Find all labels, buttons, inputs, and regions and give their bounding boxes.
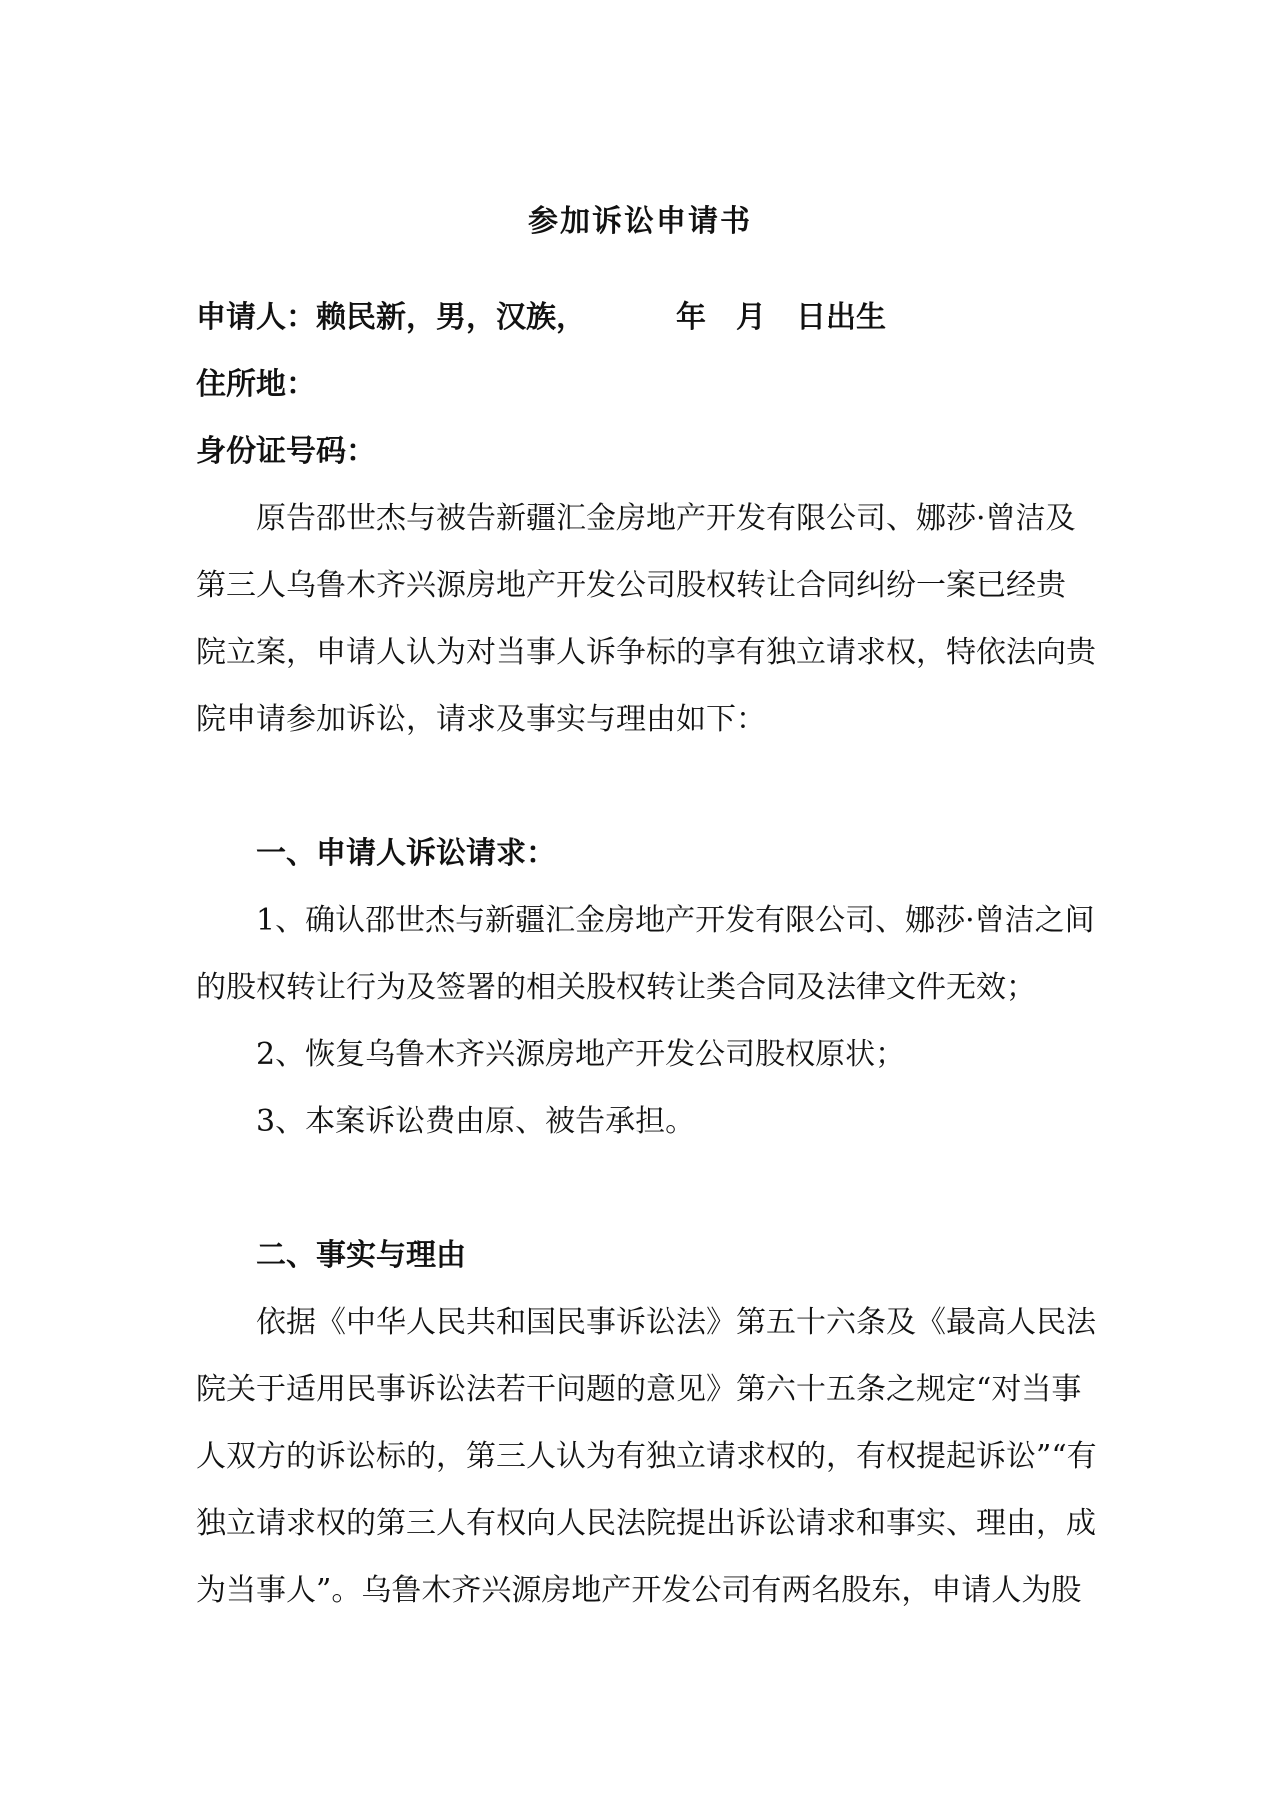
section2-heading: 二、事实与理由 bbox=[256, 1238, 466, 1273]
birth-month-label: 月 bbox=[736, 300, 766, 335]
section1-heading: 一、申请人诉讼请求： bbox=[256, 836, 556, 871]
birth-day-label: 日出生 bbox=[796, 300, 886, 335]
applicant-name-line: 申请人：赖民新，男，汉族， bbox=[196, 300, 586, 335]
section1-line-4: 3、本案诉讼费由原、被告承担。 bbox=[256, 1104, 696, 1139]
section1-line-1: 1、确认邵世杰与新疆汇金房地产开发有限公司、娜莎·曾洁之间 bbox=[256, 903, 1095, 938]
section2-line-2: 院关于适用民事诉讼法若干问题的意见》第六十五条之规定“对当事 bbox=[196, 1372, 1082, 1407]
section1-line-3: 2、恢复乌鲁木齐兴源房地产开发公司股权原状； bbox=[256, 1037, 906, 1072]
section1-line-2: 的股权转让行为及签署的相关股权转让类合同及法律文件无效； bbox=[196, 970, 1036, 1005]
section2-line-4: 独立请求权的第三人有权向人民法院提出诉讼请求和事实、理由，成 bbox=[196, 1506, 1096, 1541]
id-number-label: 身份证号码： bbox=[196, 434, 376, 469]
intro-line-2: 第三人乌鲁木齐兴源房地产开发公司股权转让合同纠纷一案已经贵 bbox=[196, 568, 1066, 603]
applicant-line bbox=[196, 298, 1096, 338]
birth-year-label: 年 bbox=[676, 300, 706, 335]
intro-line-3: 院立案，申请人认为对当事人诉争标的享有独立请求权，特依法向贵 bbox=[196, 635, 1096, 670]
residence-label: 住所地： bbox=[196, 367, 316, 402]
section2-line-1: 依据《中华人民共和国民事诉讼法》第五十六条及《最高人民法 bbox=[256, 1305, 1096, 1340]
section2-line-3: 人双方的诉讼标的，第三人认为有独立请求权的，有权提起诉讼”“有 bbox=[196, 1439, 1097, 1474]
document-title: 参加诉讼申请书 bbox=[528, 204, 752, 239]
intro-line-1: 原告邵世杰与被告新疆汇金房地产开发有限公司、娜莎·曾洁及 bbox=[256, 501, 1076, 536]
intro-line-4: 院申请参加诉讼，请求及事实与理由如下： bbox=[196, 702, 766, 737]
section2-line-5: 为当事人”。乌鲁木齐兴源房地产开发公司有两名股东，申请人为股 bbox=[196, 1573, 1082, 1608]
